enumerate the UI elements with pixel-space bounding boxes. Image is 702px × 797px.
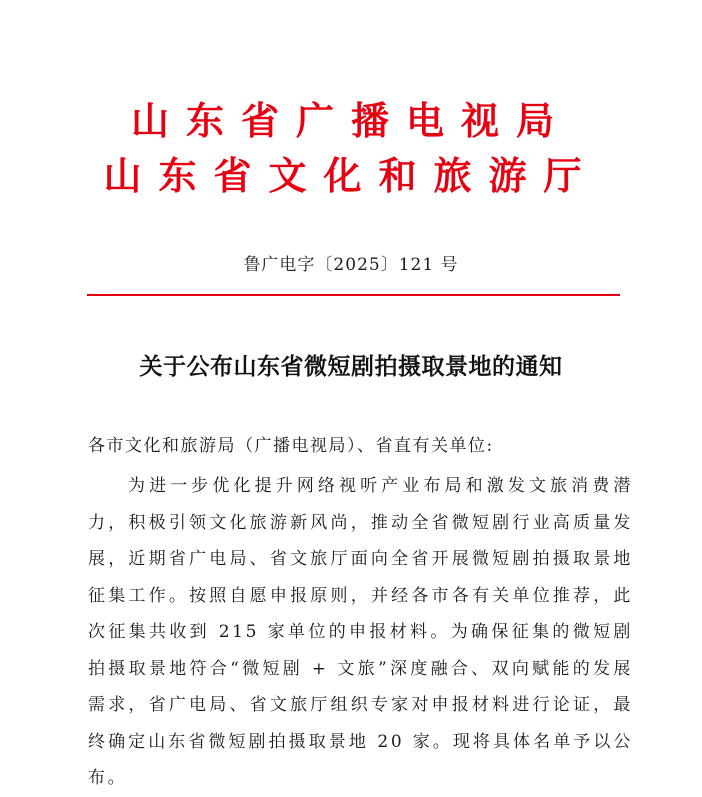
- document-title: 关于公布山东省微短剧拍摄取景地的通知: [139, 353, 563, 380]
- body-paragraph: 为进一步优化提升网络视听产业布局和激发文旅消费潜力，积极引领文化旅游新风尚，推动全省微短剧行业高质量发展，近期省广电局、省文旅厅面向全省开展微短剧拍摄取景地征集工作。按照自愿申报原则，并经各市各有关单位推荐，此次征集共收到 215 家单位的申报材料。为确保征集的微短剧拍摄取景地符合“微短剧 + 文旅”深度融合、双向赋能的发展需求，省广电局、省文旅厅组织专家对申报材料进行论证，最终确定山东省微短剧拍摄取景地 20 家。现将具体名单予以公布。: [88, 476, 633, 788]
- red-divider: [87, 294, 620, 296]
- salutation: 各市文化和旅游局（广播电视局）、省直有关单位:: [88, 436, 494, 456]
- document-number: 鲁广电字〔2025〕121 号: [243, 255, 459, 275]
- issuer-name: 山东省文化和旅游厅: [103, 153, 599, 198]
- issuer-name: 山东省广播电视局: [130, 98, 571, 143]
